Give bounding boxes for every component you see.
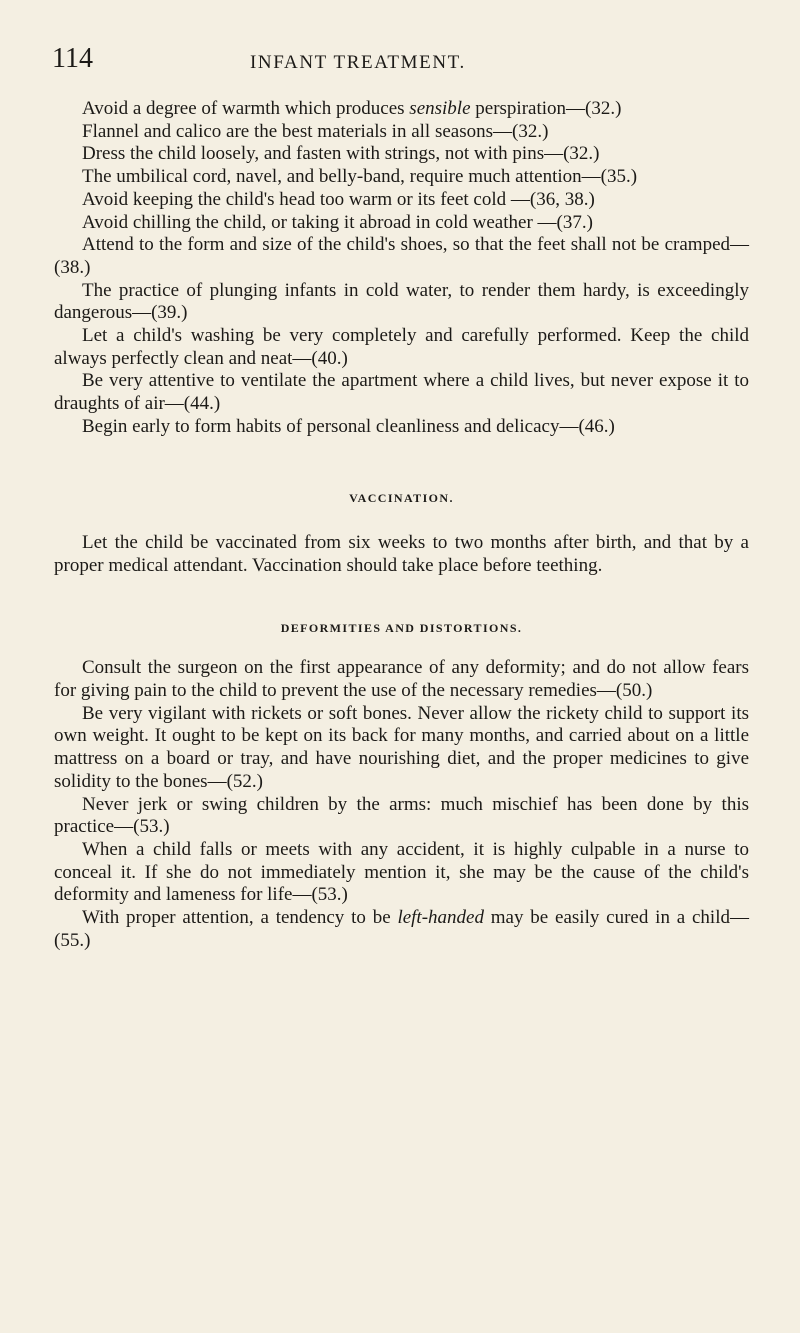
rule-paragraph <box>54 212 749 235</box>
text-run: perspiration—(32.) <box>470 98 622 119</box>
text-run: Let the child be vaccinated from six weeks to two months after birth, and that by a proper medical attendant. Vaccination should take place before teething. <box>54 532 749 576</box>
italic-text: left-handed <box>397 907 484 929</box>
deformities-heading: DEFORMITIES AND DISTORTIONS. <box>280 620 523 635</box>
text-run: Avoid chilling the child, or taking it abroad in cold weather —(37.) <box>82 211 593 233</box>
text-run: Avoid a degree of warmth which produces <box>82 98 410 119</box>
deformities-paragraph <box>54 907 749 952</box>
deformities-paragraph <box>54 657 749 702</box>
rule-paragraph <box>54 143 749 166</box>
rule-paragraph <box>54 280 749 325</box>
rule-paragraph <box>54 121 749 144</box>
text-run: Consult the surgeon on the first appearance of any deformity; and do not allow fears for giving pain to the child to prevent the use of the necessary remedies—(50.) <box>54 657 749 702</box>
running-title: INFANT TREATMENT. <box>250 52 466 73</box>
rule-paragraph <box>54 234 749 279</box>
vaccination-paragraph <box>54 532 749 577</box>
rules-list <box>54 98 749 439</box>
text-run: Never jerk or swing children by the arms: much mischief has been done by this practice—(53.) <box>54 793 749 838</box>
text-run: Be very attentive to ventilate the apartment where a child lives, but never expose it to draughts of air—(44.) <box>54 370 749 415</box>
text-run: Dress the child loosely, and fasten with strings, not with pins—(32.) <box>82 143 600 165</box>
deformities-paragraph <box>54 839 749 907</box>
vaccination-heading: VACCINATION. <box>349 490 454 505</box>
italic-text: sensible <box>409 98 471 119</box>
text-run: The practice of plunging infants in cold water, to render them hardy, is exceedingly dangerous—(39.) <box>54 279 749 324</box>
text-run: Begin early to form habits of personal cleanliness and delicacy—(46.) <box>82 415 615 437</box>
rule-paragraph <box>54 166 749 189</box>
text-run: Attend to the form and size of the child's shoes, so that the feet shall not be cramped—(38.) <box>54 234 749 278</box>
rule-paragraph <box>54 325 749 370</box>
vaccination-section <box>54 532 749 577</box>
deformities-section <box>54 657 749 952</box>
rule-paragraph <box>54 98 749 121</box>
text-run: may be easily cured in a child—(55.) <box>54 907 749 951</box>
text-run: Flannel and calico are the best materials in all seasons—(32.) <box>82 120 549 142</box>
running-head <box>52 44 752 80</box>
page-content <box>54 98 749 953</box>
deformities-paragraph <box>54 703 749 794</box>
rule-paragraph <box>54 370 749 415</box>
rule-paragraph <box>54 416 749 439</box>
deformities-paragraph <box>54 794 749 839</box>
text-run: Let a child's washing be very completely and carefully performed. Keep the child always perfectly clean and neat—(40.) <box>54 325 749 369</box>
rule-paragraph <box>54 189 749 212</box>
text-run: The umbilical cord, navel, and belly-band, require much attention—(35.) <box>82 166 638 188</box>
text-run: Be very vigilant with rickets or soft bones. Never allow the rickety child to support its own weight. It ought to be kept on its back for many months, and carried about on a little mattress on a board or tray, and have nourishing diet, and the proper medicines to give solidity to the bones—(52.) <box>54 702 749 792</box>
text-run: When a child falls or meets with any accident, it is highly culpable in a nurse to conceal it. If she do not immediately mention it, she may be the cause of the child's deformity and lameness for life—(53.) <box>54 838 749 906</box>
text-run: With proper attention, a tendency to be <box>82 907 398 929</box>
page-number: 114 <box>52 43 93 74</box>
text-run: Avoid keeping the child's head too warm or its feet cold —(36, 38.) <box>82 188 595 210</box>
